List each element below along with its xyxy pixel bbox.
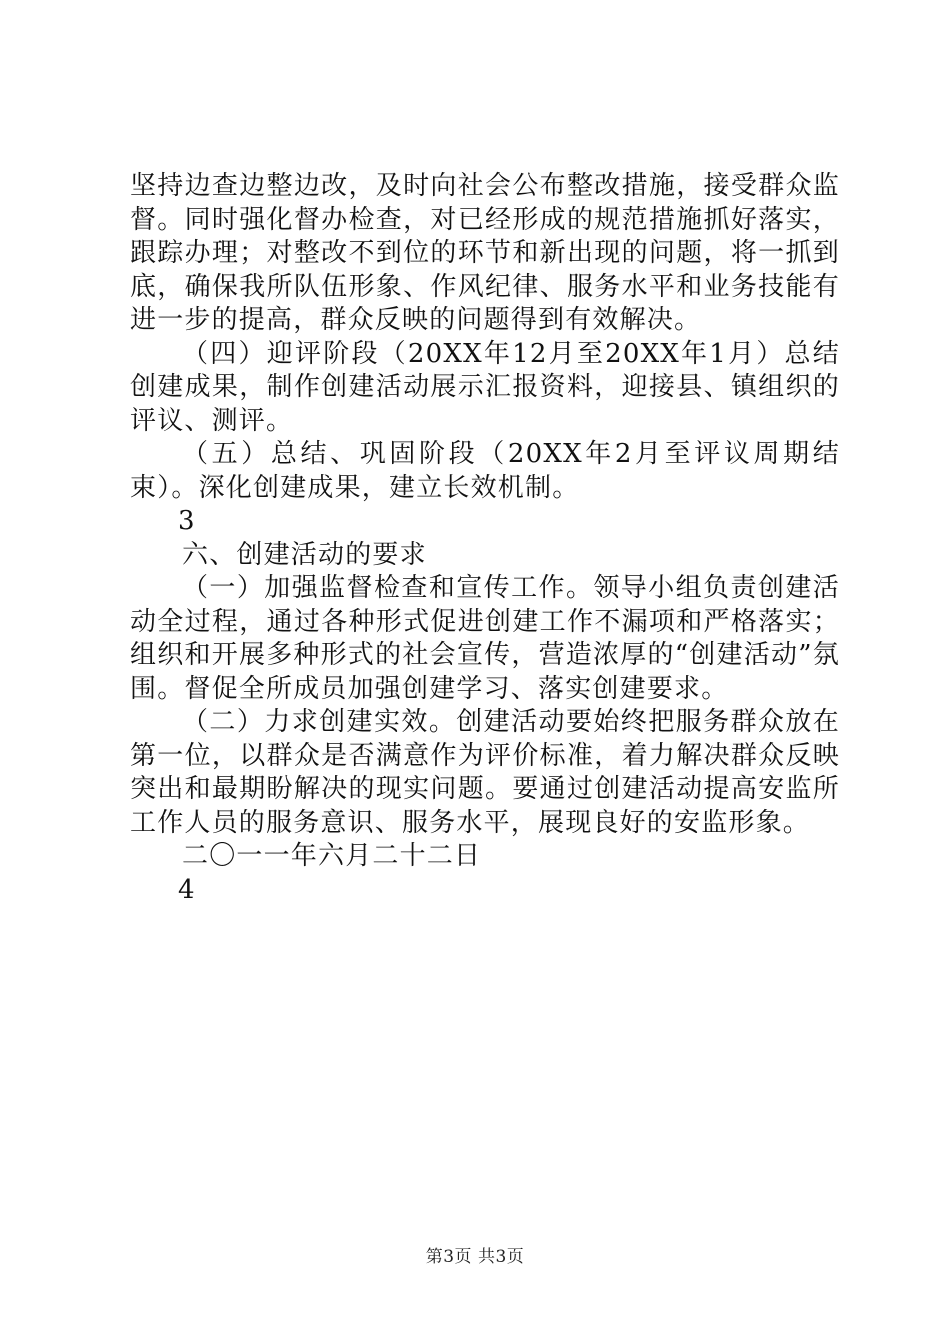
paragraph-stage-five: （五）总结、巩固阶段（20XX年2月至评议周期结束）。深化创建成果，建立长效机制。 — [130, 439, 840, 503]
paragraph-rectification: 坚持边查边整边改，及时向社会公布整改措施，接受群众监督。同时强化督办检查，对已经形成的规范措施抓好落实，跟踪办理；对整改不到位的环节和新出现的问题，将一抓到底，确保我所队伍形象、作风纪律、服务水平和业务技能有进一步的提高，群众反映的问题得到有效解决。 — [130, 171, 840, 335]
section-heading-requirements: 六、创建活动的要求 — [182, 539, 427, 570]
document-body — [130, 170, 840, 907]
paragraph-stage-four: （四）迎评阶段（20XX年12月至20XX年1月）总结创建成果，制作创建活动展示汇报资料，迎接县、镇组织的评议、测评。 — [130, 338, 840, 436]
paragraph-requirement-one: （一）加强监督检查和宣传工作。领导小组负责创建活动全过程，通过各种形式促进创建工作不漏项和严格落实；组织和开展多种形式的社会宣传，营造浓厚的“创建活动”氛围。督促全所成员加强创建学习、落实创建要求。 — [130, 573, 840, 704]
page-number-marker: 4 — [178, 874, 196, 905]
document-date: 二〇一一年六月二十二日 — [182, 841, 482, 871]
page-footer: 第3页 共3页 — [425, 1247, 525, 1267]
page-number-marker: 3 — [178, 506, 196, 536]
paragraph-requirement-two: （二）力求创建实效。创建活动要始终把服务群众放在第一位，以群众是否满意作为评价标准，着力解决群众反映突出和最期盼解决的现实问题。要通过创建活动提高安监所工作人员的服务意识、服务水平，展现良好的安监形象。 — [130, 707, 840, 838]
